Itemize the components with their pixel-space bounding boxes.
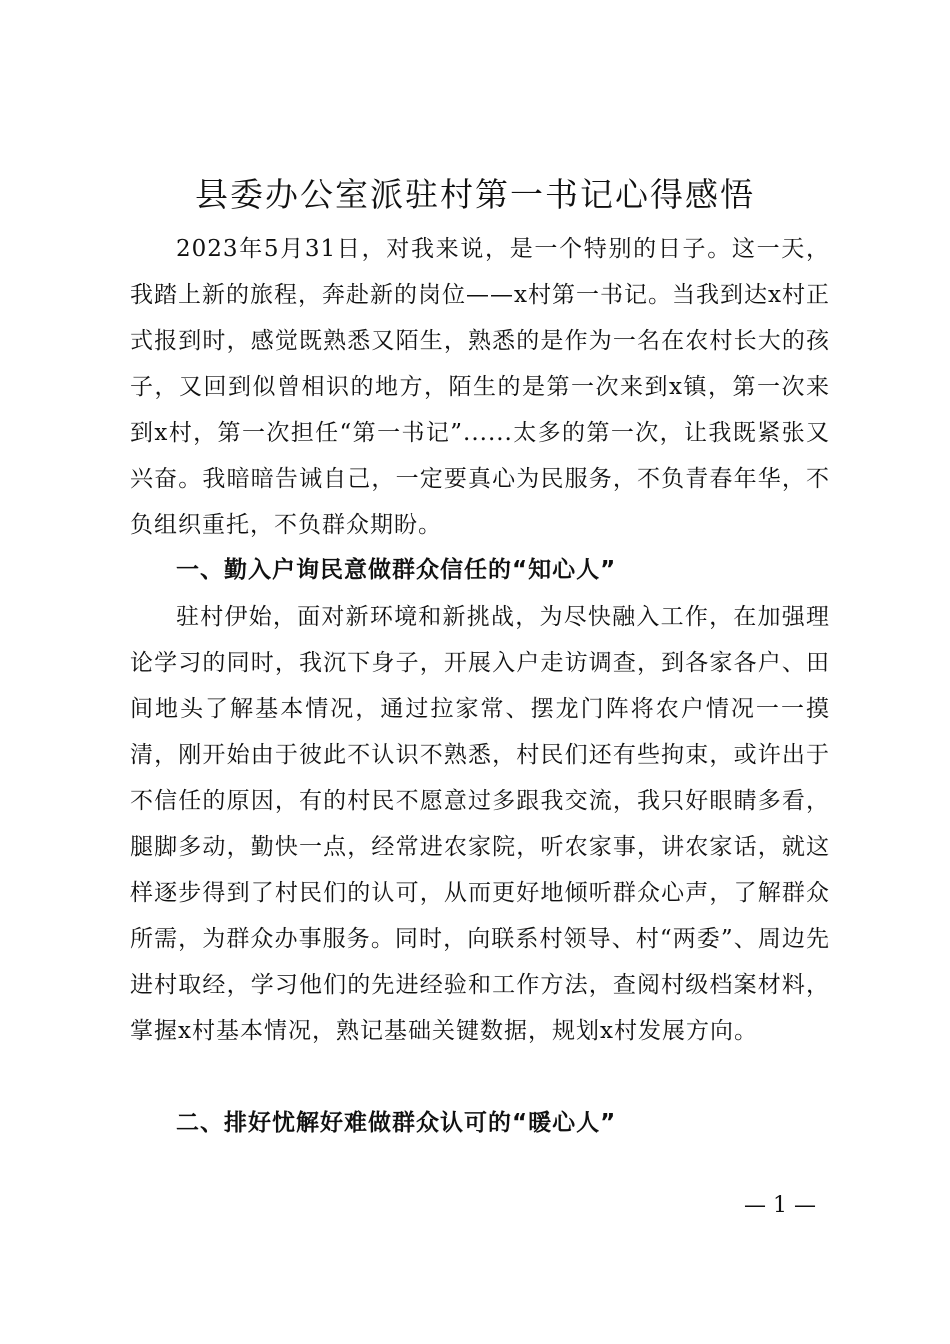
page-number: — 1 — [744, 1193, 816, 1218]
section-heading-text: 二、排好忧解好难做群众认可的“暖心人” [176, 1110, 617, 1136]
section-heading-1 [130, 547, 830, 593]
paragraph-intro [130, 226, 830, 548]
paragraph-section-1 [130, 594, 830, 1054]
section-heading-2 [130, 1100, 830, 1146]
section-heading-text: 一、勤入户询民意做群众信任的“知心人” [176, 557, 617, 583]
paragraph-text: 2023年5月31日，对我来说，是一个特别的日子。这一天，我踏上新的旅程，奔赴新的岗位——x村第一书记。当我到达x村正式报到时，感觉既熟悉又陌生，熟悉的是作为一名在农村长大的孩子，又回到似曾相识的地方，陌生的是第一次来到x镇，第一次来到x村，第一次担任“第一书记”......太多的第一次，让我既紧张又兴奋。我暗暗告诫自己，一定要真心为民服务，不负青春年华，不负组织重托，不负群众期盼。 [130, 236, 830, 538]
document-title: 县委办公室派驻村第一书记心得感悟 [195, 175, 755, 214]
paragraph-text: 驻村伊始，面对新环境和新挑战，为尽快融入工作，在加强理论学习的同时，我沉下身子，开展入户走访调查，到各家各户、田间地头了解基本情况，通过拉家常、摆龙门阵将农户情况一一摸清，刚开始由于彼此不认识不熟悉，村民们还有些拘束，或许出于不信任的原因，有的村民不愿意过多跟我交流，我只好眼睛多看，腿脚多动，勤快一点，经常进农家院，听农家事，讲农家话，就这样逐步得到了村民们的认可，从而更好地倾听群众心声，了解群众所需，为群众办事服务。同时，向联系村领导、村“两委”、周边先进村取经，学习他们的先进经验和工作方法，查阅村级档案材料，掌握x村基本情况，熟记基础关键数据，规划x村发展方向。 [130, 604, 830, 1044]
